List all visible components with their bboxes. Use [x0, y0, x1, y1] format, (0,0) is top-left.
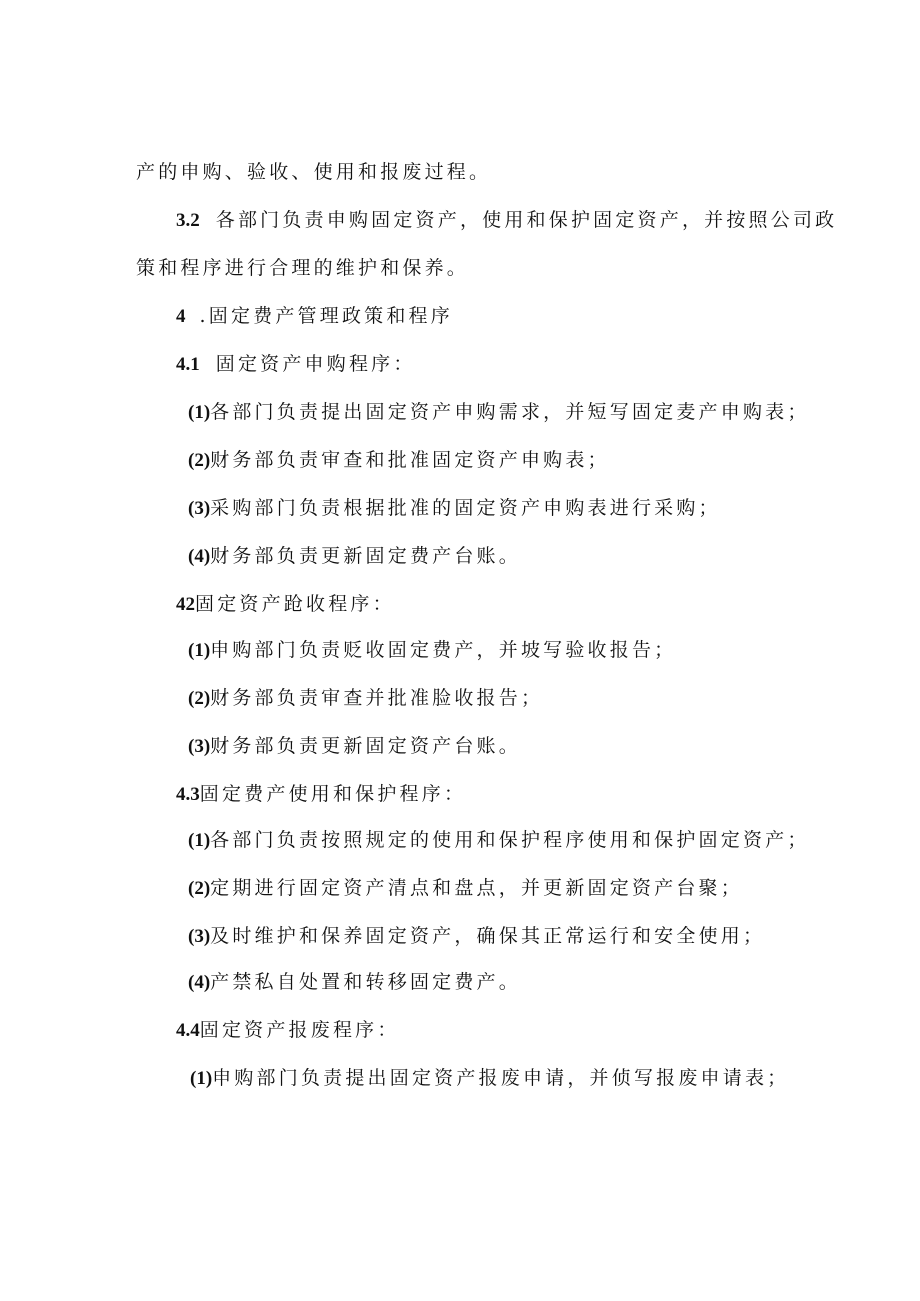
- list-item: [188, 732, 521, 761]
- line-text: 财务部负责更新固定资产台账。: [210, 735, 521, 757]
- list-item: [188, 636, 676, 665]
- item-number: (4): [188, 972, 211, 993]
- item-number: (2): [188, 878, 211, 899]
- section-number: 4: [176, 306, 186, 327]
- line-text: 及时维护和保养固定资产，确保其正常运行和安全使用；: [210, 925, 766, 947]
- line-text: 策和程序进行合理的维护和保养。: [136, 257, 470, 279]
- section-number: 4.4: [176, 1020, 200, 1041]
- subsection-heading: [176, 1016, 400, 1045]
- paragraph-line: [136, 158, 491, 186]
- item-number: (1): [188, 830, 211, 851]
- item-number: (3): [188, 498, 211, 519]
- line-text: 财务部负责审查并批准脸收报告；: [210, 687, 544, 709]
- list-item: [190, 1064, 789, 1093]
- section-heading: [176, 302, 453, 331]
- heading-text: 固定资产报废程序：: [199, 1019, 400, 1041]
- heading-text: .固定费产管理政策和程序: [199, 305, 453, 327]
- list-item: [188, 684, 543, 713]
- line-text: 各部门负责申购固定资产，使用和保护固定资产，并按照公司政: [215, 209, 838, 231]
- paragraph-line: [136, 254, 469, 282]
- item-number: (4): [188, 546, 211, 567]
- item-number: (1): [188, 402, 211, 423]
- line-text: 产的申购、验收、使用和报废过程。: [136, 161, 492, 183]
- item-number: (1): [188, 640, 211, 661]
- list-item: [188, 398, 810, 427]
- line-text: 申购部门负责提出固定资产报废申请，并侦写报废申请表；: [212, 1067, 790, 1089]
- item-number: (2): [188, 688, 211, 709]
- line-text: 各部门负责提出固定资产申购需求，并短写固定麦产申购表；: [210, 401, 810, 423]
- heading-text: 固定资产跄收程序：: [195, 593, 395, 615]
- list-item: [188, 826, 810, 855]
- line-text: 产禁私自处置和转移固定费产。: [210, 971, 521, 993]
- list-item: [188, 542, 521, 571]
- list-item: [188, 446, 610, 475]
- section-number: 4.3: [176, 784, 200, 805]
- paragraph-line: [176, 206, 837, 235]
- heading-text: 固定费产使用和保护程序：: [199, 783, 467, 805]
- list-item: [188, 922, 765, 951]
- section-number: 42: [176, 594, 195, 615]
- list-item: [188, 968, 521, 997]
- list-item: [188, 494, 721, 523]
- item-number: (3): [188, 736, 211, 757]
- section-number: 3.2: [176, 210, 200, 231]
- list-item: [188, 874, 743, 903]
- item-number: (1): [190, 1068, 213, 1089]
- subsection-heading: [176, 590, 395, 619]
- line-text: 财务部负责审查和批准固定资产申购表；: [210, 449, 610, 471]
- subsection-heading: [176, 350, 416, 379]
- section-number: 4.1: [176, 354, 200, 375]
- line-text: 各部门负责按照规定的使用和保护程序使用和保护固定资产；: [210, 829, 810, 851]
- line-text: 定期进行固定资产清点和盘点，并更新固定资产台聚；: [210, 877, 743, 899]
- subsection-heading: [176, 780, 466, 809]
- line-text: 采购部门负责根据批准的固定资产申购表进行采购；: [210, 497, 721, 519]
- heading-text: 固定资产申购程序：: [215, 353, 416, 375]
- item-number: (2): [188, 450, 211, 471]
- line-text: 财务部负责更新固定费产台账。: [210, 545, 521, 567]
- item-number: (3): [188, 926, 211, 947]
- line-text: 申购部门负责贬收固定费产，并坡写验收报告；: [210, 639, 677, 661]
